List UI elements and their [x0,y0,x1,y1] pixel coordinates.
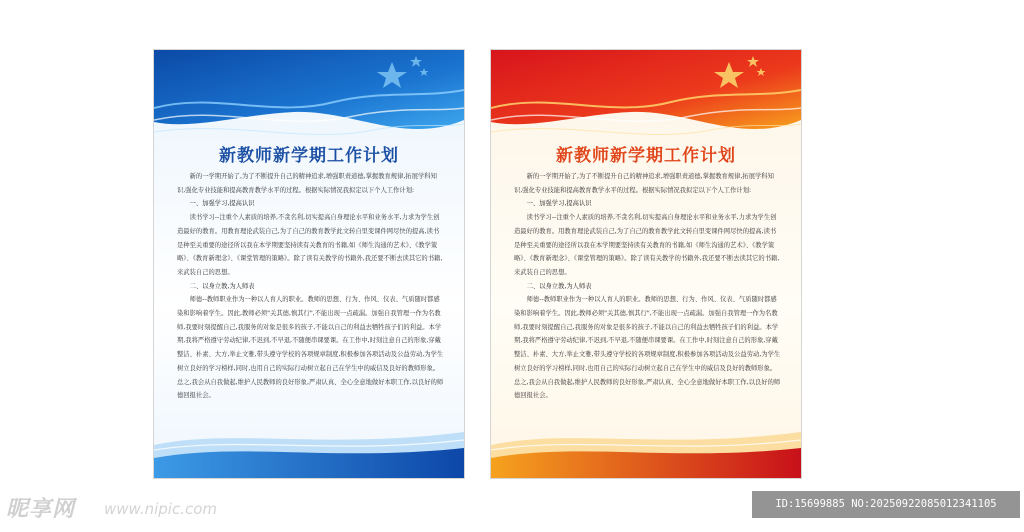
intro-paragraph: 新的一学期开始了,为了不断提升自己的精神追求,增强职责道德,掌握教育规律,拓展学科知识,强化专业技能和提高教育教学水平的过程。根据实际情况我拟定以下个人工作计划: [514,173,774,194]
section-paragraph-1: 读书学习--注重个人素质的培养,不贪名利,切实提高自身理论水平和业务水平,力求为学生创造最好的教育。用教育理论武装自己,为了自己的教育教学此文转自里变课件网尽快的提高,读书是种至关重要的途径所以我在本学期要坚持读有关教育的书籍,如《师生沟通的艺术》、《教学策略》、《教育新理念》、《课堂管理的策略》。除了读有关教学的书籍外,我还要不断去读其它的书籍,来武装自己的思想。 [514,214,780,276]
image-id-strip: ID:15699885 NO:20250922085012341105 [752,491,1020,518]
section-paragraph-2: 师德--教师职业作为一种以人育人的职业。教师的思想、行为、作风、仪表、气质随时都感染和影响着学生。因此,教师必须"关其德,慎其行",不能出现一点疏漏。加强自我管理一作为名教师,我要时刻提醒自己,我服务的对象是很多的孩子,不能以自己的利益去牺牲孩子们的利益。本学期,我将严格遵守劳动纪律,不迟到,不早退,不随便串课要课。在工作中,时刻注意自己的形象,穿戴整洁、朴素、大方,举止文雅,带头遵守学校的各项规章制度,积极参加各项活动及公益劳动,为学生树立良好的学习榜样,同时,也用自己的实际行动树立起自己在学生中的威信及良好的教师形象。总之,我会从自我做起,维护人民教师的良好形象,严肃认真、全心全意地做好本职工作,以良好的师德回报社会。 [514,296,781,400]
section-heading-2: 二、以身立教,为人师表 [189,282,255,290]
poster-red [491,50,801,478]
poster-title: 新教师新学期工作计划 [219,146,399,166]
section-paragraph-2: 师德--教师职业作为一种以人育人的职业。教师的思想、行为、作风、仪表、气质随时都感染和影响着学生。因此,教师必须"关其德,慎其行",不能出现一点疏漏。加强自我管理一作为名教师,我要时刻提醒自己,我服务的对象是很多的孩子,不能以自己的利益去牺牲孩子们的利益。本学期,我将严格遵守劳动纪律,不迟到,不早退,不随便串课要课。在工作中,时刻注意自己的形象,穿戴整洁、朴素、大方,举止文雅,带头遵守学校的各项规章制度,积极参加各项活动及公益劳动,为学生树立良好的学习榜样,同时,也用自己的实际行动树立起自己在学生中的威信及良好的教师形象。总之,我会从自我做起,维护人民教师的良好形象,严肃认真、全心全意地做好本职工作,以良好的师德回报社会。 [177,296,444,400]
section-heading-2: 二、以身立教,为人师表 [526,282,592,290]
poster-body [177,170,445,403]
section-paragraph-1: 读书学习--注重个人素质的培养,不贪名利,切实提高自身理论水平和业务水平,力求为学生创造最好的教育。用教育理论武装自己,为了自己的教育教学此文转自里变课件网尽快的提高,读书是种至关重要的途径所以我在本学期要坚持读有关教育的书籍,如《师生沟通的艺术》、《教学策略》、《教育新理念》、《课堂管理的策略》。除了读有关教学的书籍外,我还要不断去读其它的书籍,来武装自己的思想。 [177,214,443,276]
intro-paragraph: 新的一学期开始了,为了不断提升自己的精神追求,增强职责道德,掌握教育规律,拓展学科知识,强化专业技能和提高教育教学水平的过程。根据实际情况我拟定以下个人工作计划: [177,173,437,194]
watermark-url: www.nipic.com [104,500,218,518]
section-heading-1: 一、加强学习,提高认识 [526,200,592,208]
poster-title: 新教师新学期工作计划 [556,146,736,166]
poster-body [514,170,782,403]
poster-blue [154,50,464,478]
section-heading-1: 一、加强学习,提高认识 [189,200,255,208]
watermark-logo: 昵享网 [6,497,76,522]
